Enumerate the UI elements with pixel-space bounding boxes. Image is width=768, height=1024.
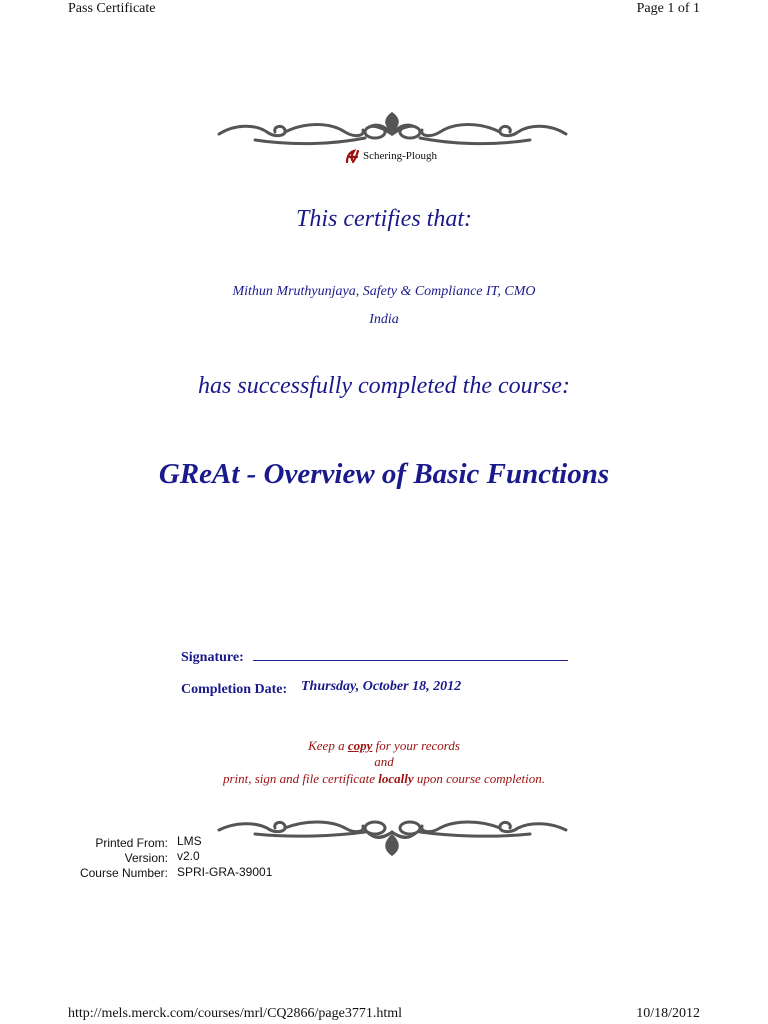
page-indicator: Page 1 of 1	[636, 1, 700, 16]
company-name: Schering-Plough	[363, 150, 437, 162]
print-note-prefix: print, sign and file certificate	[222, 771, 379, 786]
company-logo	[344, 148, 437, 164]
keep-copy-note	[0, 738, 768, 754]
certifies-heading: This certifies that:	[296, 206, 472, 232]
completion-date-label: Completion Date:	[181, 682, 288, 697]
footer-url: http://mels.merck.com/courses/mrl/CQ2866/page3771.html	[68, 1006, 403, 1021]
print-note-bold: locally	[378, 771, 414, 786]
keep-copy-prefix: Keep a	[308, 738, 348, 753]
and-text: and	[374, 754, 394, 769]
completed-heading: has successfully completed the course:	[198, 373, 570, 399]
footer-date: 10/18/2012	[636, 1006, 700, 1021]
info-labels	[60, 836, 168, 881]
print-sign-note	[0, 771, 768, 787]
signature-label: Signature:	[181, 650, 244, 665]
version-value: v2.0	[177, 849, 200, 863]
course-number-label: Course Number:	[79, 866, 168, 880]
course-title: GReAt - Overview of Basic Functions	[158, 458, 610, 490]
course-number-value: SPRI-GRA-39001	[177, 865, 273, 879]
header-title: Pass Certificate	[68, 1, 156, 16]
recipient-country: India	[369, 312, 399, 327]
signature-line: _____________________________________________	[253, 648, 568, 663]
printed-from-label: Printed From:	[95, 836, 168, 850]
completion-date-value: Thursday, October 18, 2012	[301, 679, 462, 694]
copy-link[interactable]: copy	[347, 738, 373, 753]
printed-from-value: LMS	[177, 834, 202, 848]
top-ornament	[215, 110, 570, 152]
version-label: Version:	[124, 851, 168, 865]
schering-plough-logo-icon	[344, 148, 360, 164]
info-values	[177, 834, 272, 880]
recipient-name: Mithun Mruthyunjaya, Safety & Compliance IT, CMO	[232, 284, 536, 299]
keep-copy-suffix: for your records	[372, 738, 460, 753]
print-note-suffix: upon course completion.	[413, 771, 546, 786]
